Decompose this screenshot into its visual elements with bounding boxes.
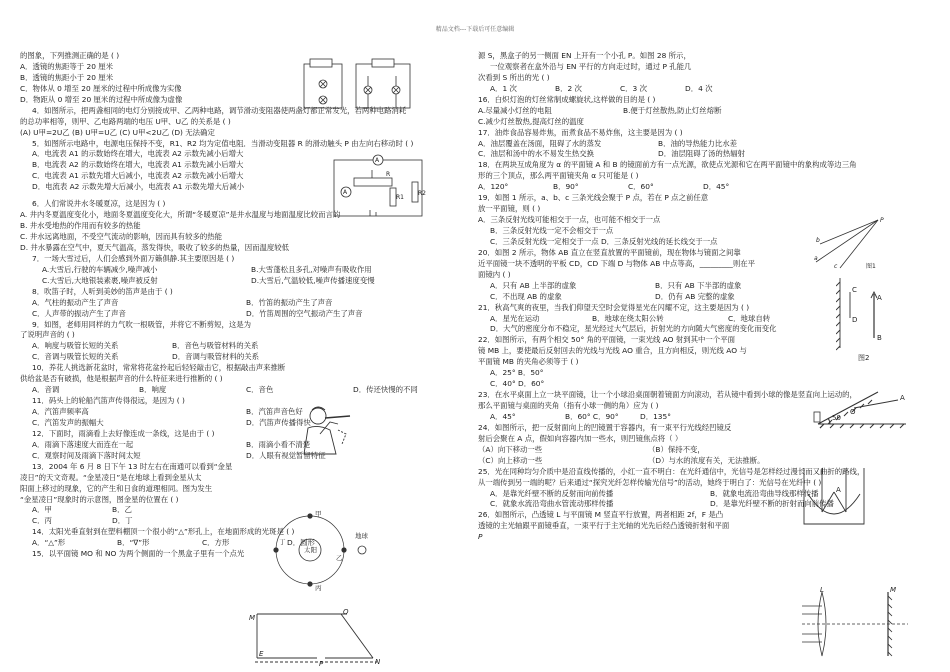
option: D．汽笛声传播得快 [246,417,311,427]
question-text: 从一端传到另一端的呢？后来通过“探究光纤怎样传输光信号”的活动，她终于明白了：光信号在光纤中 ( ) [478,477,822,487]
option: B．乙 [112,505,132,515]
question-text: 一位观察者在盒外沿与 EN 平行的方向走过时，通过 P 孔能几 [490,61,692,71]
options-row [20,407,460,418]
svg-text:A: A [877,294,882,302]
option: B．竹笛的振动产生了声音 [246,297,333,307]
question-14: 14．太阳光垂直射到在塑料棚顶一个很小的“△”形孔上，在地面形成的光斑是 ( ) [32,527,295,537]
question-7: 7．一场大雪过后，人们会感到外面万籁俱静.其主要原因是 ( ) [32,253,235,263]
question-text: 平面镜 MB 的夹角必须等于 ( ) [478,357,579,367]
options-row [478,292,820,303]
svg-text:A: A [836,486,841,494]
svg-text:B: B [877,334,882,342]
options-row [20,298,460,309]
question-text: 那么平面镜与桌面的夹角（指有小球一侧的角）应为 ( ) [478,401,659,410]
question-text: 射后会聚在 A 点，假如向容器内加一些水，则凹镜焦点将（ ） [478,433,683,443]
svg-text:a: a [814,255,818,262]
option: B．2 次 [555,83,582,93]
options-row [20,451,460,462]
svg-text:P: P [880,217,884,224]
question-26: 26．如图所示，凸透镜 L 与平面镜 M 竖直平行放置，两者相距 2f，F 是凸 [478,510,724,520]
option: C.减少灯丝散热,提高灯丝的温度 [478,116,584,126]
option: A．雨滴下落速度大而连在一起 [32,439,134,449]
question-17: 17．油炸食品容易炸焦，而煮食品不易炸焦，这主要是因为 ( ) [478,127,683,137]
option: A．音调 [32,385,60,395]
position-yi: 乙 [336,554,343,562]
option: B．音色与吸管材料的关系 [172,341,259,351]
option: B．汽笛声音色好 [246,407,303,416]
option: B.大雪蓬松且多孔,对噪声有吸收作用 [251,264,372,274]
options-row [478,314,830,325]
question-text: “金星凌日”现象时的示意图，图金星的位置在 ( ) [20,494,179,504]
question-15: 15．以平面镜 MO 和 NO 为两个侧面的一个黑盒子里有一个点光 [32,549,245,559]
options-row [478,412,790,423]
option: C．汽笛发声的振幅大 [32,417,104,427]
position-jia: 甲 [315,510,322,518]
question-22: 22．如图所示，有两个相交 50° 角的平面镜，一束光线 AO 射到其中一个平面 [478,335,735,345]
question-text: 供给盆是否有破损，他是根据声音的什么特征来进行推断的 ( ) [20,374,223,384]
option: D．仍有 AB 完整的虚象 [655,291,735,301]
option: B．雨滴小看不清楚 [246,439,311,449]
option: D．圆形 [287,538,315,548]
option: C．三条反射光线一定相交于一点 D．三条反射光线的延长线交于一点 [490,236,718,246]
option: （C）向上移动一些 [478,455,543,465]
option: B．油的导热能力比水差 [658,138,737,148]
option: D．物距从 0 增至 20 厘米的过程中所成像为虚像 [20,94,183,104]
options-row [478,281,820,292]
option: C．人声带的振动产生了声音 [32,308,126,318]
question-9: 9．如图，老师用同样的力气吹一根吸管，并将它不断剪短，这是为 [32,319,252,329]
option: A．45° [490,411,516,421]
question-11: 11．码头上的轮船汽笛声传得很远，是因为 ( ) [32,396,185,406]
question-text: 面镜内 ( ) [478,269,511,279]
option: D．大气的密度分布不稳定，星光经过大气层后，折射光的方向随大气密度的变化而变化 [490,324,777,334]
option: A．透镜的焦距等于 20 厘米 [20,61,114,71]
options-row [478,456,818,467]
option: B．“∇”形 [117,538,150,548]
ammeter-label: A [375,157,380,164]
option: A．油层覆盖在汤面，阻碍了水的蒸发 [478,138,602,148]
option: A．甲 [32,505,52,515]
option: C. 井水远离地面，不受空气流动的影响，因而具有较多的热能 [20,232,223,241]
option: D．丁 [112,516,133,526]
options-row [20,385,460,396]
question-8: 8．吹笛子时，人听到美妙的笛声是由于 ( ) [32,286,173,296]
options-row [20,505,192,516]
question-18: 18．在两块互成角度为 α 的平面镜 A 和 B 的镜面前方有一点光源，欲使点光源和它在两平面镜中的象构成等边三角 [478,160,857,170]
question-16: 16．白炽灯泡的灯丝常制成螺旋状,这样做的目的是 ( ) [478,94,656,104]
question-25: 25．光在同种均匀介质中是沿直线传播的，小红一直不明白：在光纤通信中，光信号是怎样经过漫长而又曲折的路线， [478,466,865,476]
option: C．不出现 AB 的虚象 [490,291,562,301]
option: （A）向下移动一些 [478,444,543,454]
options-row [20,516,192,527]
options-row [478,117,930,128]
option: B．90° [553,182,579,192]
option: D．135° [640,411,671,421]
question-24: 24．如图所示，把一反射面向上的凹镜置于容器内，有一束平行光线经凹镜反 [478,422,732,432]
option: (A) U甲=2U乙 (B) U甲=U乙 (C) U甲<2U乙 (D) 无法确定 [20,127,215,137]
question-text: 透镜的主光轴跟平面镜垂直，一束平行于主光轴的光先后经凸透镜折射和平面 [478,521,730,531]
sun-label: 太阳 [304,546,317,554]
svg-text:P: P [319,660,324,666]
option: D．竹笛周围的空气振动产生了声音 [246,308,363,318]
options-row [478,106,768,117]
option: A．星光在运动 [490,313,540,323]
svg-text:D: D [852,316,858,324]
option: D．4 次 [685,83,713,93]
option: C．丙 [32,516,52,526]
option: B. 井水受地热的作用而有较多的热能 [20,221,141,231]
svg-text:O: O [850,408,856,416]
option: A．是靠光纤壁不断的反射而向前传播 [490,488,614,498]
svg-text:N: N [375,658,381,666]
options-row [478,139,838,150]
option: A．气柱的振动产生了声音 [32,297,119,307]
option: B．就象电流沿弯曲导线那样传播 [710,488,819,498]
option: C．物体从 0 增至 20 厘米的过程中所成像为实像 [20,83,182,93]
options-row [20,341,312,352]
question-20: 20．如图 2 所示，物体 AB 直立在竖直放置的平面镜前，现在物体与镜面之间靠 [478,247,741,257]
options-row [20,352,312,363]
question-19: 19．如图 1 所示，a、b、c 三条光线会聚于 P 点，若在 P 点之前任意 [478,193,709,203]
option: （D）与水的浓度有关，无法推断。 [648,455,765,465]
option: A．只有 AB 上半部的虚象 [490,280,577,290]
question-text: 凌日”的天文奇观。“金星凌日”是在地球上看到金星从太 [20,472,202,482]
question-4: 4．如图所示，把两盏相同的电灯分别接成甲、乙两种电路，调节滑动变阻器使两盏灯都正常发光，若两种电路消耗 [32,105,407,115]
options-row [478,84,750,95]
option: A．电流表 A1 的示数始终在增大，电流表 A2 示数先减小后增大 [32,149,244,159]
option: B．响度 [139,385,167,395]
option: D．音调与吸管材料的关系 [172,352,259,362]
question-12: 12．下面时，雨滴看上去好像连成一条线，这是由于 ( ) [32,428,215,438]
option [715,412,790,423]
svg-text:O: O [343,608,349,616]
option: C．电流表 A1 示数先增大后减小，电流表 A2 示数先减小后增大 [32,171,244,181]
option: D．人眼有视觉暂留特征 [246,450,326,460]
options-row [478,149,838,160]
question-text: 阳面上移过的现象，它的产生和日食的道理相同。图为发生 [20,483,213,493]
option: C．就象水流沿弯曲水管流动那样传播 [490,499,614,509]
svg-text:c: c [834,263,838,270]
option: D．传还快慢的不同 [353,385,418,395]
question-text: 次看到 S 所出的光 ( ) [478,72,550,82]
options-row [20,265,460,276]
position-bing: 丙 [315,584,322,592]
option: A．汽笛声频率高 [32,407,89,416]
options-row [20,309,460,320]
svg-text:M: M [890,586,897,594]
svg-text:A: A [900,394,905,402]
question-text: 形的三个顶点，那么两平面镜夹角 α 只可能是 ( ) [478,171,639,181]
lens-and-mirror-figure [800,584,910,664]
option: A.大雪后,行驶的车辆减少,噪声减小 [42,264,158,274]
option: C．音色 [246,385,274,395]
options-row [478,182,778,193]
question-text: 放一平面镜，则 ( ) [478,204,541,214]
svg-text:C: C [852,286,857,294]
option: C．3 次 [620,83,647,93]
option: C．音调与吸管长短的关系 [32,352,119,362]
option: A．响度与吸管长短的关系 [32,341,119,351]
circuit-diagram-q5 [330,152,430,224]
question-5: 5．如图所示电路中，电源电压保持不变，R1、R2 均为定值电阻．当滑动变阻器 R 的滑动触头 P 由左向右移动时 ( ) [32,138,414,148]
option: C．40° D．60° [490,379,545,389]
two-mirrors-50-degree-figure [810,384,910,454]
page-header: 精品文档---下载后可任意编辑 [435,26,515,33]
question-text: 的总功率相等，则甲、乙电路两端的电压 U甲、U乙 的关系是 ( ) [20,116,231,126]
svg-text:R2: R2 [418,190,426,197]
option: C．地球自转 [728,313,771,323]
options-row [20,440,460,451]
option: D.大雪后,气温较低,噪声传播速度变慢 [251,275,375,285]
option: B．透镜的焦距小于 20 厘米 [20,72,114,82]
question-text: 的图象，下列推测正确的是 ( ) [20,51,120,60]
question-text: 近平面镜一块不透明的平板 CD，CD 下端 D 与物体 AB 中点等高，_________则在平 [478,258,756,268]
question-6: 6．人们常说井水冬暖夏凉，这是因为 ( ) [32,199,166,209]
position-ding: 丁 [279,538,286,546]
option: C．观察时间及雨滴下落时间太短 [32,450,141,460]
question-text: 镜 MB 上，要使最后反射回去的光线与光线 AO 重合，且方向相反，则光线 AO 与 [478,346,747,356]
figure-label: 图1 [866,263,876,270]
svg-text:L: L [820,586,824,594]
black-box-mirror-diagram [245,608,385,666]
person-blowing-straw-illustration [300,400,360,458]
option: A. 井内冬夏温度变化小，地面冬夏温度变化大，所谓“冬暖夏凉”是井水温度与地面温度比较而言的 [20,210,341,220]
options-row [20,418,460,429]
option: B．只有 AB 下半部的虚象 [655,280,742,290]
figure-label: 图2 [858,354,870,362]
option: D．电流表 A2 示数先增大后减小，电流表 A1 示数先增大后减小 [32,182,244,192]
svg-text:50: 50 [832,414,841,422]
left-column [20,51,460,560]
svg-text:b: b [816,237,820,244]
option: A.尽量减小灯丝的电阻 [478,105,552,115]
question-text: P [478,532,483,542]
options-row [478,445,818,456]
circuit-diagram-jia-yi [300,54,415,116]
option: B．地球在绕太阳公转 [592,313,664,323]
options-row [20,276,460,287]
svg-text:A: A [343,189,348,196]
svg-text:M: M [249,614,256,622]
concave-mirror-container-figure [798,464,870,530]
option: B．三条反射光线一定不会相交于一点 [490,226,614,235]
svg-text:E: E [259,650,264,658]
option: D．油层阻碍了汤的热辐射 [658,149,745,159]
option: （B）保持不变， [648,444,705,454]
question-text: 了说明声音的 ( ) [20,330,75,340]
venus-transit-diagram [270,508,370,592]
question-text: 源 S，黑盒子的另一侧面 EN 上开有一个小孔 P。如图 28 所示， [478,51,691,60]
option: D．是靠光纤壁不断的折射而向前传播 [710,499,834,509]
option: B．60° C．90° [565,411,619,421]
svg-text:R1: R1 [396,194,404,201]
option: B．电流表 A2 的示数始终在增大，电流表 A1 示数先减小后增大 [32,160,244,170]
question-13: 13．2004 年 6 月 8 日下午 13 时左右在南通可以看到“金星 [32,461,233,471]
question-10: 10．养花人挑选新花盆时，常常将花盆拎起后轻轻敲击它，根据敲击声来推断 [32,363,286,373]
option: D. 井水暴露在空气中，夏天气温高，蒸发得快，吸收了较多的热量，因而温度较低 [20,242,290,252]
option: A．三条反射光线可能相交于一点，也可能不相交于一点 [478,215,661,225]
svg-text:R: R [386,171,391,178]
option: C．60° [628,182,654,192]
option: A．25° B．50° [490,368,544,378]
option: A．“△”形 [32,538,66,548]
converging-rays-figure-1 [812,214,890,270]
option: B.便于灯丝散热,防止灯丝熔断 [623,105,722,115]
option: C．油层和汤中的水不易发生热交换 [478,149,595,159]
option: A．120° [478,182,509,192]
option: C.大雪后,大地银装素裹,噪声被反射 [42,275,158,285]
option: C．方形 [202,538,230,548]
option: D．45° [703,182,730,192]
earth-label: 地球 [355,532,368,540]
option: A．1 次 [490,83,517,93]
plane-mirror-object-figure-2 [836,272,884,362]
question-21: 21．秋高气爽的夜里，当我们仰望天空时会觉得星光在闪耀不定，这主要是因为 ( ) [478,302,750,312]
question-23: 23．在水平桌面上立一块平面镜，让一个小球沿桌面朝着镜面方向滚动，若从镜中看到小球的像是竖直向上运动的， [478,390,857,400]
